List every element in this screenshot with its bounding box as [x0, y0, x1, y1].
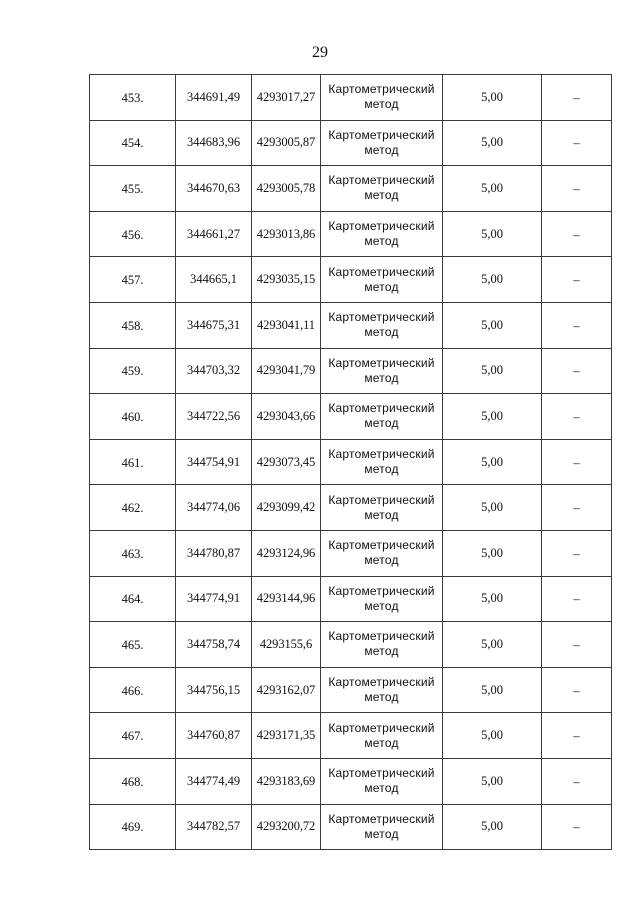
- note-cell: –: [542, 439, 612, 485]
- point-number-cell: 465.: [90, 622, 176, 668]
- coordinate-y-cell: 4293005,78: [252, 166, 321, 212]
- accuracy-cell: 5,00: [443, 530, 542, 576]
- coordinate-y-cell: 4293155,6: [252, 622, 321, 668]
- note-cell: –: [542, 394, 612, 440]
- point-number-cell: 458.: [90, 302, 176, 348]
- coordinate-x-cell: 344703,32: [176, 348, 252, 394]
- method-line-2: метод: [364, 826, 399, 841]
- table-row: [90, 804, 612, 850]
- coordinate-y-cell: 4293041,79: [252, 348, 321, 394]
- method-line-2: метод: [364, 781, 399, 796]
- method-line-1: Картометрический: [328, 173, 435, 188]
- coordinate-x-cell: 344661,27: [176, 211, 252, 257]
- point-number-cell: 455.: [90, 166, 176, 212]
- note-cell: –: [542, 622, 612, 668]
- coordinate-x-cell: 344774,49: [176, 758, 252, 804]
- method-line-1: Картометрический: [328, 82, 435, 97]
- coordinate-y-cell: 4293041,11: [252, 302, 321, 348]
- accuracy-cell: 5,00: [443, 394, 542, 440]
- method-cell: [321, 348, 443, 394]
- method-cell: [321, 302, 443, 348]
- table-row: [90, 211, 612, 257]
- coordinate-x-cell: 344774,06: [176, 485, 252, 531]
- table-row: [90, 485, 612, 531]
- method-cell: [321, 667, 443, 713]
- coordinate-y-cell: 4293035,15: [252, 257, 321, 303]
- coordinate-y-cell: 4293017,27: [252, 75, 321, 121]
- method-cell: [321, 439, 443, 485]
- coordinate-x-cell: 344670,63: [176, 166, 252, 212]
- note-cell: –: [542, 530, 612, 576]
- point-number-cell: 457.: [90, 257, 176, 303]
- coordinates-table-body: [90, 75, 612, 850]
- note-cell: –: [542, 348, 612, 394]
- point-number-cell: 460.: [90, 394, 176, 440]
- note-cell: –: [542, 758, 612, 804]
- table-row: [90, 530, 612, 576]
- table-row: [90, 348, 612, 394]
- point-number-cell: 467.: [90, 713, 176, 759]
- method-cell: [321, 166, 443, 212]
- accuracy-cell: 5,00: [443, 166, 542, 212]
- method-line-2: метод: [364, 462, 399, 477]
- coordinate-x-cell: 344774,91: [176, 576, 252, 622]
- table-row: [90, 394, 612, 440]
- method-cell: [321, 394, 443, 440]
- method-line-1: Картометрический: [328, 310, 435, 325]
- accuracy-cell: 5,00: [443, 576, 542, 622]
- accuracy-cell: 5,00: [443, 75, 542, 121]
- accuracy-cell: 5,00: [443, 667, 542, 713]
- table-row: [90, 120, 612, 166]
- method-line-2: метод: [364, 553, 399, 568]
- coordinate-y-cell: 4293162,07: [252, 667, 321, 713]
- method-line-1: Картометрический: [328, 766, 435, 781]
- method-cell: [321, 530, 443, 576]
- accuracy-cell: 5,00: [443, 439, 542, 485]
- note-cell: –: [542, 667, 612, 713]
- point-number-cell: 462.: [90, 485, 176, 531]
- accuracy-cell: 5,00: [443, 257, 542, 303]
- method-line-1: Картометрический: [328, 264, 435, 279]
- table-row: [90, 302, 612, 348]
- coordinate-x-cell: 344691,49: [176, 75, 252, 121]
- method-line-1: Картометрический: [328, 219, 435, 234]
- accuracy-cell: 5,00: [443, 120, 542, 166]
- method-cell: [321, 211, 443, 257]
- method-cell: [321, 622, 443, 668]
- accuracy-cell: 5,00: [443, 622, 542, 668]
- method-line-1: Картометрический: [328, 492, 435, 507]
- note-cell: –: [542, 804, 612, 850]
- coordinate-x-cell: 344683,96: [176, 120, 252, 166]
- accuracy-cell: 5,00: [443, 713, 542, 759]
- coordinates-table: [89, 74, 612, 850]
- accuracy-cell: 5,00: [443, 211, 542, 257]
- coordinate-x-cell: 344675,31: [176, 302, 252, 348]
- page-number: 29: [312, 44, 328, 61]
- table-row: [90, 166, 612, 212]
- accuracy-cell: 5,00: [443, 804, 542, 850]
- note-cell: –: [542, 576, 612, 622]
- method-line-1: Картометрический: [328, 447, 435, 462]
- table-row: [90, 713, 612, 759]
- coordinate-y-cell: 4293005,87: [252, 120, 321, 166]
- coordinate-x-cell: 344756,15: [176, 667, 252, 713]
- method-line-2: метод: [364, 279, 399, 294]
- point-number-cell: 461.: [90, 439, 176, 485]
- coordinate-y-cell: 4293073,45: [252, 439, 321, 485]
- coordinate-x-cell: 344754,91: [176, 439, 252, 485]
- point-number-cell: 459.: [90, 348, 176, 394]
- coordinate-y-cell: 4293043,66: [252, 394, 321, 440]
- method-line-1: Картометрический: [328, 401, 435, 416]
- table-row: [90, 75, 612, 121]
- method-line-1: Картометрический: [328, 675, 435, 690]
- coordinate-x-cell: 344665,1: [176, 257, 252, 303]
- method-cell: [321, 576, 443, 622]
- coordinate-x-cell: 344722,56: [176, 394, 252, 440]
- note-cell: –: [542, 75, 612, 121]
- method-line-1: Картометрический: [328, 720, 435, 735]
- method-line-2: метод: [364, 325, 399, 340]
- point-number-cell: 463.: [90, 530, 176, 576]
- point-number-cell: 466.: [90, 667, 176, 713]
- note-cell: –: [542, 166, 612, 212]
- method-line-2: метод: [364, 690, 399, 705]
- method-cell: [321, 713, 443, 759]
- accuracy-cell: 5,00: [443, 348, 542, 394]
- method-cell: [321, 75, 443, 121]
- method-line-1: Картометрический: [328, 355, 435, 370]
- method-line-2: метод: [364, 416, 399, 431]
- point-number-cell: 456.: [90, 211, 176, 257]
- point-number-cell: 453.: [90, 75, 176, 121]
- method-line-1: Картометрический: [328, 127, 435, 142]
- coordinate-y-cell: 4293183,69: [252, 758, 321, 804]
- point-number-cell: 464.: [90, 576, 176, 622]
- note-cell: –: [542, 257, 612, 303]
- coordinate-x-cell: 344758,74: [176, 622, 252, 668]
- method-cell: [321, 120, 443, 166]
- table-row: [90, 622, 612, 668]
- method-line-1: Картометрический: [328, 811, 435, 826]
- table-row: [90, 667, 612, 713]
- coordinate-y-cell: 4293099,42: [252, 485, 321, 531]
- method-line-1: Картометрический: [328, 538, 435, 553]
- method-line-2: метод: [364, 507, 399, 522]
- table-row: [90, 257, 612, 303]
- note-cell: –: [542, 120, 612, 166]
- note-cell: –: [542, 485, 612, 531]
- method-line-2: метод: [364, 188, 399, 203]
- coordinate-x-cell: 344782,57: [176, 804, 252, 850]
- coordinate-y-cell: 4293171,35: [252, 713, 321, 759]
- table-row: [90, 576, 612, 622]
- method-line-2: метод: [364, 598, 399, 613]
- method-cell: [321, 485, 443, 531]
- coordinate-y-cell: 4293200,72: [252, 804, 321, 850]
- point-number-cell: 469.: [90, 804, 176, 850]
- method-cell: [321, 804, 443, 850]
- point-number-cell: 468.: [90, 758, 176, 804]
- coordinate-y-cell: 4293124,96: [252, 530, 321, 576]
- coordinate-x-cell: 344780,87: [176, 530, 252, 576]
- accuracy-cell: 5,00: [443, 485, 542, 531]
- method-cell: [321, 758, 443, 804]
- method-line-2: метод: [364, 97, 399, 112]
- method-line-2: метод: [364, 234, 399, 249]
- method-cell: [321, 257, 443, 303]
- coordinate-y-cell: 4293144,96: [252, 576, 321, 622]
- coordinate-x-cell: 344760,87: [176, 713, 252, 759]
- method-line-1: Картометрический: [328, 629, 435, 644]
- accuracy-cell: 5,00: [443, 302, 542, 348]
- note-cell: –: [542, 211, 612, 257]
- accuracy-cell: 5,00: [443, 758, 542, 804]
- table-row: [90, 758, 612, 804]
- table-row: [90, 439, 612, 485]
- method-line-1: Картометрический: [328, 583, 435, 598]
- method-line-2: метод: [364, 370, 399, 385]
- method-line-2: метод: [364, 644, 399, 659]
- coordinate-y-cell: 4293013,86: [252, 211, 321, 257]
- method-line-2: метод: [364, 735, 399, 750]
- method-line-2: метод: [364, 142, 399, 157]
- note-cell: –: [542, 713, 612, 759]
- note-cell: –: [542, 302, 612, 348]
- point-number-cell: 454.: [90, 120, 176, 166]
